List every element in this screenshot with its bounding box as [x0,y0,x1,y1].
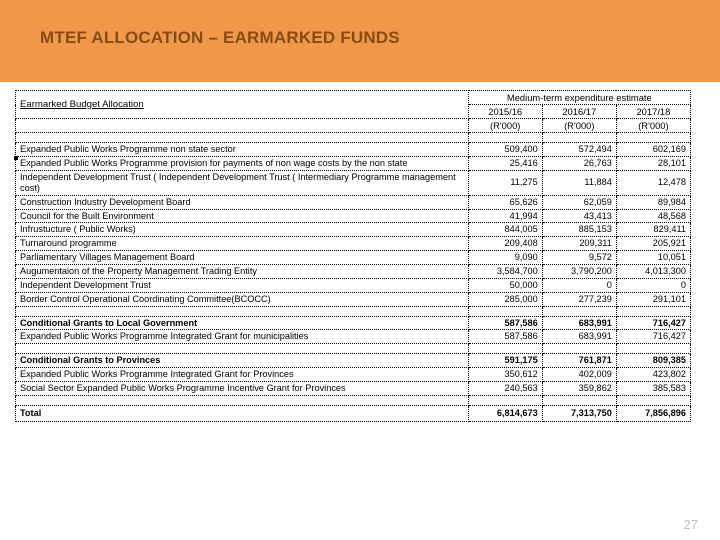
spacer-cell [542,306,616,316]
header-row-group [16,91,691,105]
slide-number: 27 [683,517,698,532]
row-value-2016-17: 359,862 [542,382,616,396]
table-row [16,171,691,196]
row-value-2016-17: 277,239 [542,292,616,306]
footer-spacer-row [16,395,691,405]
spacer-cell [468,306,542,316]
row-value-2016-17: 402,009 [542,368,616,382]
row-value-2017-18: 48,568 [616,209,690,223]
row-value-2017-18: 602,169 [616,143,690,157]
spacer-cell [616,395,690,405]
row-label: Parliamentary Villages Management Board [16,251,469,265]
spacer-cell [542,344,616,354]
mtef-allocation-table [15,90,691,422]
table-row [16,368,691,382]
row-value-2015-16: 350,612 [468,368,542,382]
table-footer [16,395,691,421]
row-label: Turnaround programme [16,237,469,251]
table-row [16,251,691,265]
spacer-cell [468,344,542,354]
row-value-2015-16: 25,416 [468,157,542,171]
table-body [16,143,691,396]
row-value-2015-16: 50,000 [468,278,542,292]
total-value-2015-16: 6,814,673 [468,405,542,421]
row-label: Council for the Built Environment [16,209,469,223]
header-units-blank-cell [16,119,469,133]
group-header-medium-term: Medium-term expenditure estimate [468,91,690,105]
spacer-cell [616,344,690,354]
row-value-2015-16: 509,400 [468,143,542,157]
row-value-2016-17: 885,153 [542,223,616,237]
row-label: Social Sector Expanded Public Works Programme Incentive Grant for Provinces [16,382,469,396]
table-header [16,91,691,143]
row-value-2016-17: 26,763 [542,157,616,171]
row-label: Expanded Public Works Programme provision for payments of non wage costs by the non state [16,157,469,171]
row-value-2016-17: 3,790,200 [542,265,616,279]
row-value-2017-18: 0 [616,278,690,292]
row-value-2015-16: 65,626 [468,195,542,209]
row-label: Border Control Operational Coordinating Committee(BCOCC) [16,292,469,306]
row-value-2017-18: 829,411 [616,223,690,237]
row-label: Independent Development Trust ( Independent Development Trust ( Intermediary Programme management cost) [16,171,469,196]
row-label: Expanded Public Works Programme Integrated Grant for Provinces [16,368,469,382]
total-value-2016-17: 7,313,750 [542,405,616,421]
spacer-cell [542,133,616,143]
column-header-year-1: 2015/16 [468,105,542,119]
spacer-cell [468,395,542,405]
row-value-2015-16: 587,586 [468,330,542,344]
row-value-2017-18: 28,101 [616,157,690,171]
table-row [16,265,691,279]
table-row [16,237,691,251]
row-value-2016-17: 761,871 [542,354,616,368]
row-label: Conditional Grants to Provinces [16,354,469,368]
row-value-2017-18: 423,802 [616,368,690,382]
row-value-2015-16: 844,005 [468,223,542,237]
table-row [16,382,691,396]
column-header-year-2: 2016/17 [542,105,616,119]
row-value-2015-16: 9,090 [468,251,542,265]
total-value-2017-18: 7,856,896 [616,405,690,421]
table-row [16,316,691,330]
table-row [16,223,691,237]
row-label: Expanded Public Works Programme Integrated Grant for municipalities [16,330,469,344]
spacer-cell [542,395,616,405]
row-value-2015-16: 3,584,700 [468,265,542,279]
row-value-2015-16: 41,994 [468,209,542,223]
spacer-cell [16,306,469,316]
row-value-2017-18: 291,101 [616,292,690,306]
spacer-cell [16,133,469,143]
row-value-2017-18: 10,051 [616,251,690,265]
table-row [16,143,691,157]
row-value-2016-17: 43,413 [542,209,616,223]
spacer-cell [616,306,690,316]
row-value-2015-16: 587,586 [468,316,542,330]
row-label: Infrustucture ( Public Works) [16,223,469,237]
row-value-2017-18: 89,984 [616,195,690,209]
row-value-2016-17: 683,991 [542,316,616,330]
total-label: Total [16,405,469,421]
row-value-2017-18: 12,478 [616,171,690,196]
row-value-2017-18: 716,427 [616,330,690,344]
row-value-2016-17: 0 [542,278,616,292]
mtef-allocation-table-container [15,90,691,422]
row-label: Expanded Public Works Programme non state sector [16,143,469,157]
spacer-cell [468,133,542,143]
table-row [16,209,691,223]
column-header-unit-3: (R'000) [616,119,690,133]
row-value-2015-16: 11,275 [468,171,542,196]
row-value-2017-18: 4,013,300 [616,265,690,279]
spacer-cell [16,395,469,405]
row-value-2017-18: 809,385 [616,354,690,368]
row-label: Independent Development Trust [16,278,469,292]
row-label: Conditional Grants to Local Government [16,316,469,330]
group-spacer-row [16,344,691,354]
row-label: Construction Industry Development Board [16,195,469,209]
row-value-2016-17: 11,884 [542,171,616,196]
row-value-2016-17: 9,572 [542,251,616,265]
row-value-2016-17: 572,494 [542,143,616,157]
row-value-2016-17: 62,059 [542,195,616,209]
table-row-total [16,405,691,421]
row-value-2017-18: 205,921 [616,237,690,251]
row-value-2017-18: 385,583 [616,382,690,396]
row-value-2016-17: 683,991 [542,330,616,344]
row-value-2015-16: 285,000 [468,292,542,306]
row-value-2015-16: 240,563 [468,382,542,396]
table-row [16,330,691,344]
title-banner [0,0,720,82]
row-label: Augumentaion of the Property Management Trading Entity [16,265,469,279]
column-header-unit-2: (R'000) [542,119,616,133]
row-value-2016-17: 209,311 [542,237,616,251]
row-value-2017-18: 716,427 [616,316,690,330]
column-header-unit-1: (R'000) [468,119,542,133]
header-row-units [16,119,691,133]
table-row [16,354,691,368]
header-spacer-row [16,133,691,143]
table-row [16,278,691,292]
spacer-cell [616,133,690,143]
table-row [16,195,691,209]
spacer-cell [16,344,469,354]
group-spacer-row [16,306,691,316]
page-title: MTEF ALLOCATION – EARMARKED FUNDS [40,28,400,47]
table-row [16,157,691,171]
table-row [16,292,691,306]
row-header-label: Earmarked Budget Allocation [16,91,469,119]
row-value-2015-16: 209,408 [468,237,542,251]
row-value-2015-16: 591,175 [468,354,542,368]
column-header-year-3: 2017/18 [616,105,690,119]
